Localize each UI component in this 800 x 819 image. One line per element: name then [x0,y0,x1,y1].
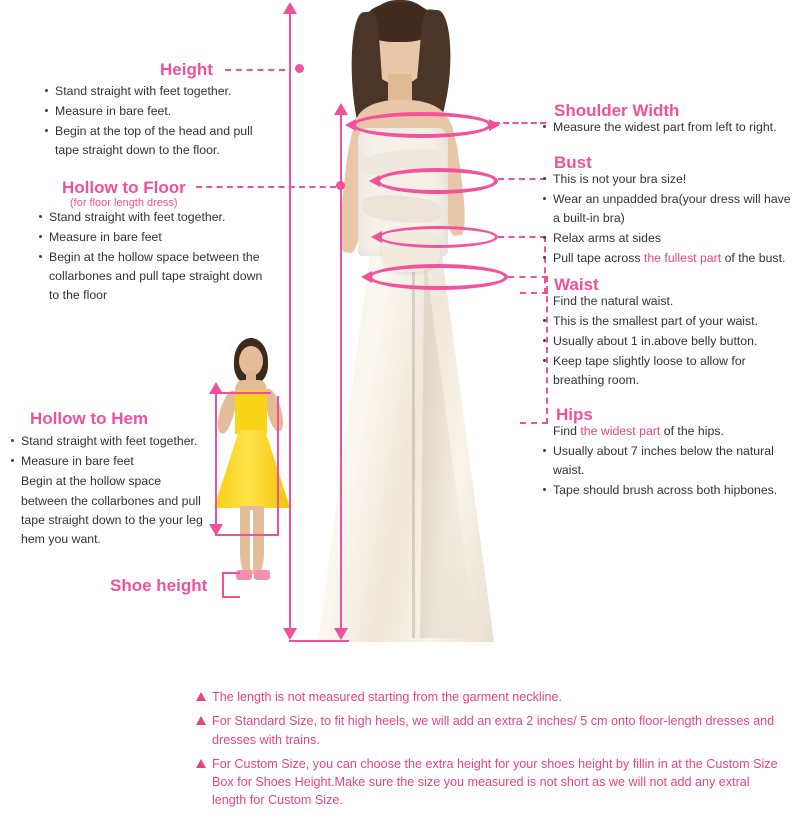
hollow-to-hem-label: Hollow to Hem [30,409,149,428]
waist-bullets [542,292,794,391]
hips-band [368,264,508,290]
list-item: Measure in bare feet [38,228,270,247]
list-item: Begin at the hollow space [21,474,162,489]
shoulder-leader-line [494,122,546,124]
hollow-to-hem-top-tick [215,392,271,394]
height-bullets [44,82,276,161]
list-item: Usually about 1 in.above belly button. [542,332,794,351]
hollow-to-floor-label: Hollow to Floor [62,178,186,197]
note-text: For Custom Size, you can choose the extra height for your shoes height by fillin in at the Custom Size Box for Shoes Height.Make sure the size you measured is not short as we will not add any extral length for Custom Size. [212,756,778,808]
short-dress-hem-right-line [277,396,279,534]
list-item: Find the natural waist. [553,294,674,308]
shoe-height-bracket-line [222,572,224,598]
hollow-to-floor-leader-dot [336,181,345,190]
waist-label: Waist [554,275,599,294]
height-leader-line [225,69,285,71]
height-measure-line [289,14,291,628]
list-item: Stand straight with feet together. [44,82,276,101]
triangle-bullet-icon [196,759,206,768]
hollow-to-floor-leader-line [196,186,336,188]
floor-baseline [289,640,349,642]
short-dress-bodice [235,390,267,434]
note-item [196,688,786,706]
shoe-height-bracket-bottom [222,596,240,598]
hollow-to-floor-arrow-bottom [334,628,348,640]
hollow-to-hem-bottom-tick [215,534,279,536]
triangle-bullet-icon [196,716,206,725]
footer-notes [196,688,786,816]
bust-band [376,168,498,194]
list-item: Relax arms at sides [542,229,798,248]
list-item: Stand straight with feet together. [38,208,270,227]
bust-bullets [542,170,798,269]
bust-highlight: the fullest part [643,251,722,266]
list-item: Begin at the top of the head and pull tape straight down to the floor. [44,122,276,160]
bust-leader-line [498,178,546,180]
gown-skirt-seam [412,250,415,638]
list-item: Find the widest part of the hips. [553,424,724,438]
list-item: Pull tape across the fullest part of the bust. [542,249,798,268]
hips-leader-line [508,276,548,278]
hips-arrow-left [361,271,372,283]
list-item: Tape should brush across both hipbones. [542,481,794,500]
shoulder-width-band [352,112,492,138]
hips-highlight: the widest part [580,424,661,438]
height-label: Height [160,60,213,79]
shoulder-width-label: Shoulder Width [554,101,680,120]
waist-band [378,226,498,248]
note-item [196,712,786,749]
hollow-to-floor-sublabel: (for floor length dress) [70,197,178,209]
bust-arrow-left [369,175,380,187]
shoulder-arrow-right [489,119,500,131]
list-item: Keep tape slightly loose to allow for breathing room. [542,352,794,390]
hips-bullets [542,422,794,501]
height-leader-dot [295,64,304,73]
triangle-bullet-icon [196,692,206,701]
waist-leader-line-top [498,236,546,238]
waist-arrow-left [371,231,382,243]
list-item: between the collarbones and pull tape straight down to the your leg hem you want. [21,494,203,547]
list-item: Wear an unpadded bra(your dress will have a built-in bra) [542,190,798,228]
shoulder-arrow-left [345,119,356,131]
list-item: Measure the widest part from left to right. [542,118,800,137]
short-figure-shoe-right [254,570,270,580]
bust-label: Bust [554,153,592,172]
shoulder-width-bullets [542,118,800,138]
bride-figure-illustration [300,0,515,650]
height-arrow-top [283,2,297,14]
list-item: Stand straight with feet together. [10,432,220,451]
shoe-height-label: Shoe height [110,576,208,595]
hollow-to-hem-bullets [10,432,220,550]
list-item: Measure in bare feet. [44,102,276,121]
short-dress-figure-illustration [208,338,298,598]
short-figure-leg-gap [250,510,253,570]
list-item: This is the smallest part of your waist. [542,312,794,331]
list-item: Begin at the hollow space between the collarbones and pull tape straight down to the floor [38,248,270,305]
hips-label: Hips [556,405,593,424]
hollow-to-floor-bullets [38,208,270,306]
shoe-height-bracket-top [222,572,240,574]
list-item: Usually about 7 inches below the natural waist. [542,442,794,480]
note-text: For Standard Size, to fit high heels, we will add an extra 2 inches/ 5 cm onto floor-length dresses and dresses with trains. [212,714,775,747]
note-item [196,755,786,810]
height-arrow-bottom [283,628,297,640]
list-item: Measure in bare feet [10,452,220,471]
hollow-to-floor-arrow-top [334,103,348,115]
note-text: The length is not measured starting from the garment neckline. [212,690,563,704]
hollow-to-floor-measure-line [340,115,342,628]
list-item: This is not your bra size! [542,170,798,189]
